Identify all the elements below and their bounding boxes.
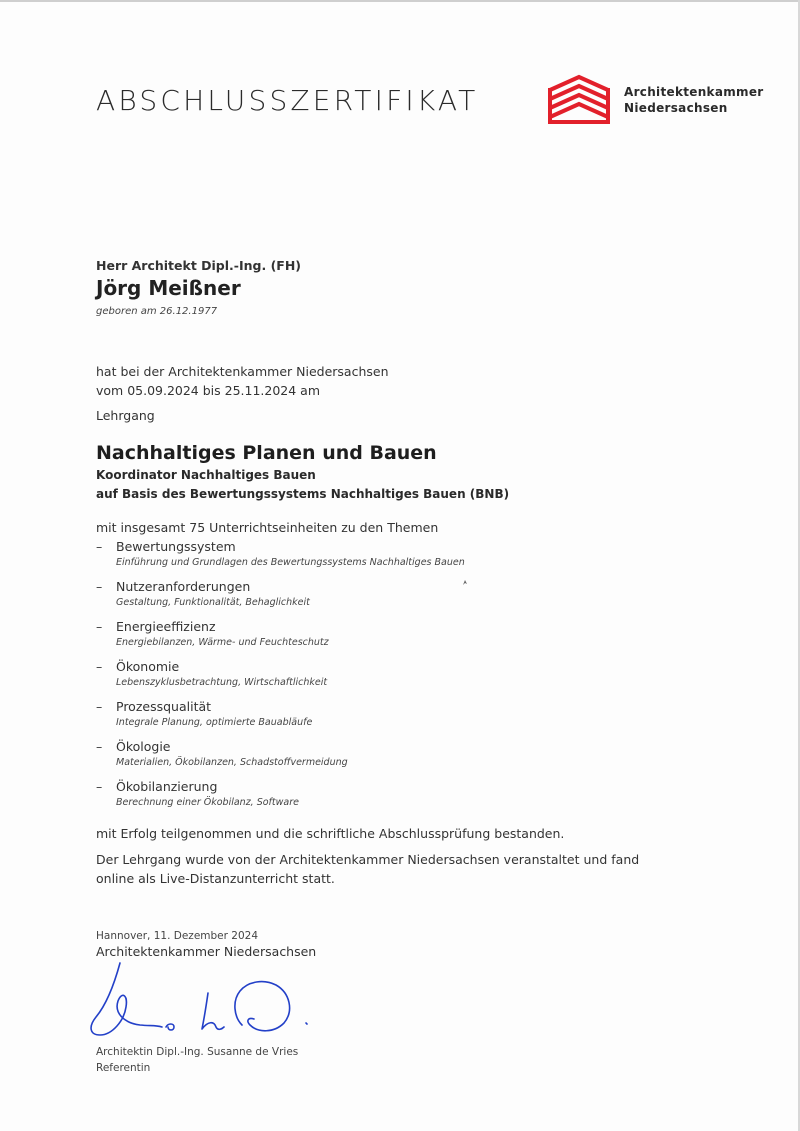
logo-line-1: Architektenkammer xyxy=(624,85,764,99)
intro-line-2: vom 05.09.2024 bis 25.11.2024 am xyxy=(96,383,321,398)
topic-bullet: – xyxy=(96,619,103,634)
handwritten-signature xyxy=(84,955,324,1050)
intro-line-1: hat bei der Architektenkammer Niedersachsen xyxy=(96,364,389,379)
place-date: Hannover, 11. Dezember 2024 xyxy=(96,930,259,942)
signer-name: Architektin Dipl.-Ing. Susanne de Vries xyxy=(96,1046,299,1058)
topic-description: Gestaltung, Funktionalität, Behaglichkeit xyxy=(116,597,310,608)
topic-title: Prozessqualität xyxy=(116,699,212,714)
topic-item xyxy=(96,699,516,739)
closing-line-2: Der Lehrgang wurde von der Architektenkammer Niedersachsen veranstaltet und fand xyxy=(96,852,640,867)
topic-item xyxy=(96,779,516,819)
issuing-organization: Architektenkammer Niedersachsen xyxy=(96,944,317,959)
topic-bullet: – xyxy=(96,779,103,794)
topic-description: Lebenszyklusbetrachtung, Wirtschaftlichkeit xyxy=(116,677,328,688)
course-subtitle-2: auf Basis des Bewertungssystems Nachhaltiges Bauen (BNB) xyxy=(96,487,510,501)
topic-title: Ökonomie xyxy=(116,659,180,674)
topic-title: Ökologie xyxy=(116,739,171,754)
recipient-salutation: Herr Architekt Dipl.-Ing. (FH) xyxy=(96,258,301,273)
closing-line-3: online als Live-Distanzunterricht statt. xyxy=(96,871,335,886)
topic-description: Berechnung einer Ökobilanz, Software xyxy=(116,797,299,808)
signer-role: Referentin xyxy=(96,1062,151,1074)
topic-title: Bewertungssystem xyxy=(116,539,236,554)
logo-line-2: Niedersachsen xyxy=(624,101,728,115)
topic-bullet: – xyxy=(96,739,103,754)
topic-item xyxy=(96,619,516,659)
topic-description: Materialien, Ökobilanzen, Schadstoffvermeidung xyxy=(116,757,348,768)
course-subtitle-1: Koordinator Nachhaltiges Bauen xyxy=(96,468,316,482)
course-title: Nachhaltiges Planen und Bauen xyxy=(96,442,437,464)
topic-bullet: – xyxy=(96,699,103,714)
topic-item xyxy=(96,539,516,579)
topic-description: Integrale Planung, optimierte Bauabläufe xyxy=(116,717,313,728)
chamber-logo-text xyxy=(624,84,764,116)
chamber-logo-mark-icon xyxy=(548,74,610,126)
topic-title: Nutzeranforderungen xyxy=(116,579,251,594)
units-intro: mit insgesamt 75 Unterrichtseinheiten zu den Themen xyxy=(96,520,439,535)
topic-description: Energiebilanzen, Wärme- und Feuchteschutz xyxy=(116,637,329,648)
topic-bullet: – xyxy=(96,539,103,554)
topic-title: Energieeffizienz xyxy=(116,619,216,634)
topic-list xyxy=(96,539,516,819)
topic-bullet: – xyxy=(96,659,103,674)
scan-speck-icon xyxy=(462,579,468,586)
topic-title: Ökobilanzierung xyxy=(116,779,218,794)
certificate-title: ABSCHLUSSZERTIFIKAT xyxy=(96,84,479,117)
scan-edge-top xyxy=(0,0,800,2)
topic-item xyxy=(96,579,516,619)
closing-line-1: mit Erfolg teilgenommen und die schriftliche Abschlussprüfung bestanden. xyxy=(96,826,565,841)
topic-bullet: – xyxy=(96,579,103,594)
recipient-name: Jörg Meißner xyxy=(96,276,241,300)
intro-line-3: Lehrgang xyxy=(96,408,155,423)
topic-item xyxy=(96,659,516,699)
topic-item xyxy=(96,739,516,779)
topic-description: Einführung und Grundlagen des Bewertungssystems Nachhaltiges Bauen xyxy=(116,557,465,568)
recipient-birth: geboren am 26.12.1977 xyxy=(96,306,218,317)
chamber-logo xyxy=(548,74,764,126)
